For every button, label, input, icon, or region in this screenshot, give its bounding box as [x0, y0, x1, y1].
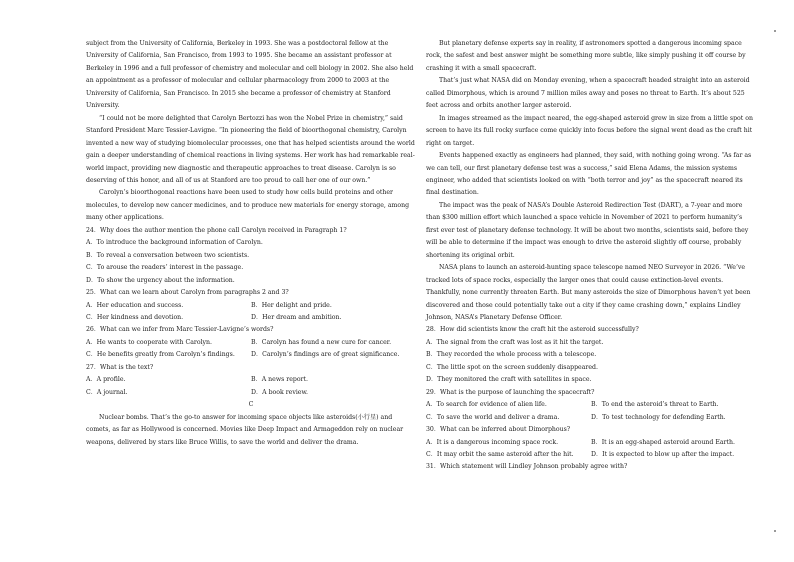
option-28c: C．The little spot on the screen suddenly disappeared. [426, 363, 598, 371]
passage-b-paragraph: “I could not be more delighted that Carolyn Bertozzi has won the Nobel Prize in chemistry,” said Stanford President Marc Tessier-Lavigne. “In pioneering the field of bioorthogonal chemistry, Carolyn invented a new way of studying biomolecular processes, one that has helped scientists around the world gain a deeper understanding of chemical reactions in living systems. Her work has had remarkable real-world impact, providing new diagnostic and therapeutic approaches to treat disease. Carolyn is so deserving of this honor, and all of us at Stanford are too proud to call her one of our own.” [86, 114, 415, 184]
question-26: 26．What can we infer from Marc Tessier-Lavigne’s words? [86, 326, 274, 334]
margin-mark [774, 530, 776, 532]
option-29b: B．To end the asteroid’s threat to Earth. [591, 401, 719, 409]
passage-c-paragraph: The impact was the peak of NASA’s Double Asteroid Redirection Test (DART), a 7-year and more than $300 million effort which launched a space vehicle in November of 2021 to perform humanity’s first ever test of planetary defense technology. It will be about two months, scientists said, before they will be able to determine if the impact was enough to drive the asteroid slightly off course, probably shortening its original orbit. [426, 201, 749, 259]
margin-mark [774, 30, 776, 32]
option-27c: C．A journal. [86, 388, 128, 396]
option-26d: D．Carolyn’s findings are of great significance. [251, 351, 400, 359]
option-27a: A．A profile. [86, 376, 126, 384]
option-30a: A．It is a dangerous incoming space rock. [426, 438, 559, 446]
options-row [426, 437, 756, 449]
option-26a: A．He wants to cooperate with Carolyn. [86, 338, 213, 346]
passage-c-paragraph: In images streamed as the impact neared, the egg-shaped asteroid grew in size from a little spot on screen to have its full rocky surface come quickly into focus before the signal went dead as the craft hit right on target. [426, 114, 753, 147]
option-27b: B．A news report. [251, 376, 308, 384]
option-29a: A．To search for evidence of alien life. [426, 401, 547, 409]
options-row [426, 399, 756, 411]
option-24b: B．To reveal a conversation between two scientists. [86, 251, 250, 259]
option-24a: A．To introduce the background information of Carolyn. [86, 239, 263, 247]
option-24c: C．To arouse the readers’ interest in the passage. [86, 264, 244, 272]
option-30b: B．It is an egg-shaped asteroid around Earth. [591, 438, 735, 446]
passage-c-paragraph: That’s just what NASA did on Monday evening, when a spacecraft headed straight into an asteroid called Dimorphous, which is around 7 million miles away and poses no threat to Earth. It’s about 525 feet across and orbits another larger asteroid. [426, 77, 750, 110]
options-row [86, 387, 416, 399]
passage-c-paragraph: Events happened exactly as engineers had planned, they said, with nothing going wrong. “As far as we can tell, our first planetary defense test was a success,” said Elena Adams, the mission systems engineer, who added that scientists looked on with “both terror and joy” as the spacecraft neared its final destination. [426, 152, 752, 197]
option-27d: D．A book review. [251, 388, 308, 396]
option-25b: B．Her delight and pride. [251, 301, 332, 309]
option-26b: B．Carolyn has found a new cure for cancer. [251, 338, 392, 346]
options-row [86, 312, 416, 324]
option-28d: D．They monitored the craft with satellites in space. [426, 376, 592, 384]
passage-b-paragraph: subject from the University of California, Berkeley in 1993. She was a postdoctoral fellow at the University of California, San Francisco, from 1993 to 1995. She became an assistant professor at Berkeley in 1996 and a full professor of chemistry and molecular and cell biology in 2002. She also held an appointment as a professor of molecular and cellular pharmacology from 2000 to 2003 at the University of California, San Francisco. In 2015 she became a professor of chemistry at Stanford University. [86, 40, 414, 110]
question-30: 30．What can be inferred about Dimorphous? [426, 426, 571, 434]
question-24: 24．Why does the author mention the phone call Carolyn received in Paragraph 1? [86, 226, 347, 234]
question-27: 27．What is the text? [86, 363, 154, 371]
section-heading: C [248, 401, 254, 409]
question-31: 31．Which statement will Lindley Johnson probably agree with? [426, 463, 628, 471]
passage-c-paragraph: But planetary defense experts say in reality, if astronomers spotted a dangerous incoming space rock, the safest and best answer might be something more subtle, like simply pushing it off course by crashing it with a small spacecraft. [426, 40, 746, 72]
options-row [426, 412, 756, 424]
passage-c-paragraph: Nuclear bombs. That’s the go-to answer for incoming space objects like asteroids(小行星) and comets, as far as Hollywood is concerned. Movies like Deep Impact and Armageddon rely on nuclear weapons, delivered by stars like Bruce Willis, to save the world and deliver the drama. [86, 413, 404, 446]
passage-c-paragraph: NASA plans to launch an asteroid-hunting space telescope named NEO Surveyor in 2026. “We’ve tracked lots of space rocks, especially the larger ones that could cause extinction-level events. Thankfully, none currently threaten Earth. But many asteroids the size of Dimorphous haven’t yet been discovered and those could potentially take out a city if they came crashing down,” explains Lindley Johnson, NASA’s Planetary Defense Officer. [426, 264, 751, 321]
options-row [86, 300, 416, 312]
right-column [426, 38, 756, 474]
option-29c: C．To save the world and deliver a drama. [426, 413, 560, 421]
passage-b-paragraph: Carolyn’s bioorthogonal reactions have been used to study how cells build proteins and other molecules, to develop new cancer medicines, and to produce new materials for energy storage, among many other applications. [86, 189, 410, 222]
option-25d: D．Her dream and ambition. [251, 313, 342, 321]
option-29d: D．To test technology for defending Earth. [591, 413, 726, 421]
option-28a: A．The signal from the craft was lost as it hit the target. [426, 338, 604, 346]
option-28b: B．They recorded the whole process with a telescope. [426, 351, 597, 359]
question-28: 28．How did scientists know the craft hit the asteroid successfully? [426, 326, 639, 334]
question-29: 29．What is the purpose of launching the spacecraft? [426, 388, 595, 396]
option-30c: C．It may orbit the same asteroid after the hit. [426, 450, 574, 458]
options-row [86, 374, 416, 386]
option-24d: D．To show the urgency about the information. [86, 276, 235, 284]
option-26c: C．He benefits greatly from Carolyn’s findings. [86, 351, 235, 359]
options-row [86, 349, 416, 361]
option-30d: D．It is expected to blow up after the impact. [591, 450, 735, 458]
options-row [86, 337, 416, 349]
options-row [426, 449, 756, 461]
option-25c: C．Her kindness and devotion. [86, 313, 184, 321]
option-25a: A．Her education and success. [86, 301, 184, 309]
left-column [86, 38, 416, 449]
question-25: 25．What can we learn about Carolyn from paragraphs 2 and 3? [86, 289, 289, 297]
